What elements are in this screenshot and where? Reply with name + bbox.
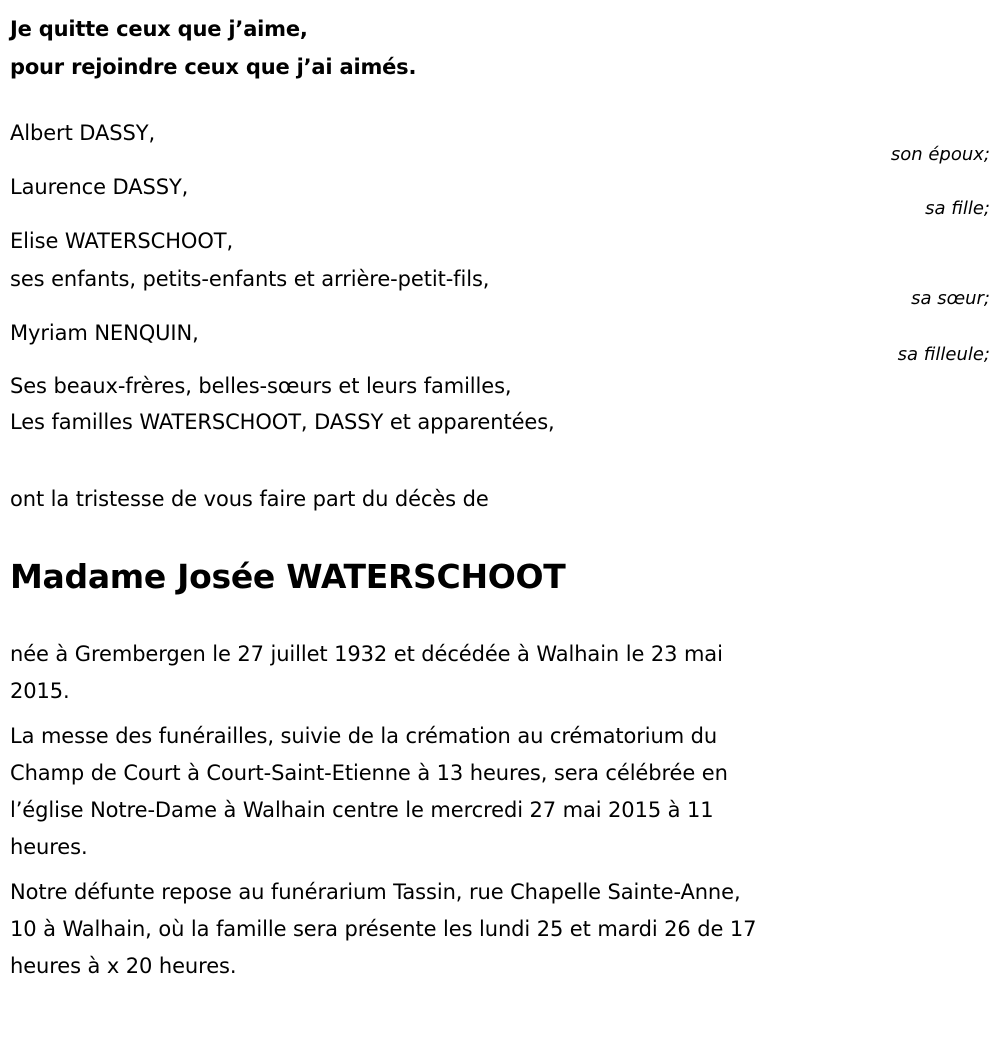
- relation-label: sa fille;: [925, 198, 990, 219]
- relative-name-sub: ses enfants, petits-enfants et arrière-petit-fils,: [10, 267, 490, 291]
- relation-label: sa filleule;: [897, 344, 990, 365]
- spacer: [10, 298, 990, 314]
- funeral-home-paragraph: Notre défunte repose au funérarium Tassin, rue Chapelle Sainte-Anne, 10 à Walhain, où la famille sera présente les lundi 25 et mardi 26 de 17 heures à x 20 heures.: [10, 880, 757, 978]
- body-paragraphs: [10, 636, 990, 985]
- relative-name: Albert DASSY,: [10, 121, 156, 145]
- relative-name: Elise WATERSCHOOT,: [10, 229, 234, 253]
- relations-list: [10, 114, 990, 365]
- relative-name: Myriam NENQUIN,: [10, 321, 199, 345]
- relation-row: [10, 314, 990, 365]
- relation-row: [10, 168, 990, 219]
- spacer: [10, 152, 990, 168]
- birth-death-paragraph: née à Grembergen le 27 juillet 1932 et décédée à Walhain le 23 mai 2015.: [10, 642, 723, 703]
- deceased-name-heading: Madame Josée WATERSCHOOT: [10, 557, 566, 596]
- families-list: [10, 368, 990, 440]
- family-line: Les familles WATERSCHOOT, DASSY et apparentées,: [10, 410, 555, 434]
- family-line: Ses beaux-frères, belles-sœurs et leurs familles,: [10, 374, 512, 398]
- relation-label: son époux;: [890, 144, 990, 165]
- spacer: [10, 206, 990, 222]
- funeral-service-paragraph: La messe des funérailles, suivie de la crémation au crématorium du Champ de Court à Court-Saint-Etienne à 13 heures, sera célébrée en l’église Notre-Dame à Walhain centre le mercredi 27 mai 2015 à 11 heures.: [10, 724, 728, 859]
- relation-row: [10, 114, 990, 165]
- announcement-text: ont la tristesse de vous faire part du décès de: [10, 487, 489, 511]
- epigraph-line-2: pour rejoindre ceux que j’ai aimés.: [10, 55, 417, 79]
- relation-label: sa sœur;: [911, 288, 990, 309]
- relative-name: Laurence DASSY,: [10, 175, 189, 199]
- epigraph: [10, 10, 990, 86]
- epigraph-line-1: Je quitte ceux que j’aime,: [10, 17, 308, 41]
- relation-row: [10, 222, 990, 309]
